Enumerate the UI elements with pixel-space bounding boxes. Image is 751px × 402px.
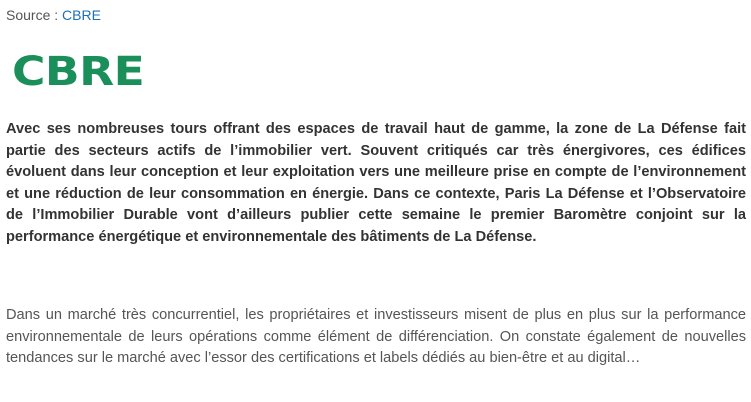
source-link[interactable]: CBRE (62, 7, 101, 23)
source-credit (6, 6, 101, 24)
cbre-logo: CBRE (12, 49, 145, 95)
lead-paragraph: Avec ses nombreuses tours offrant des espaces de travail haut de gamme, la zone de La Défense fait partie des secteurs actifs de l’immobilier vert. Souvent critiqués car très énergivores, ces édifices évoluent dans leur conception et leur exploitation vers une meilleure prise en compte de l’environnement et une réduction de leur consommation en énergie. Dans ce contexte, Paris La Défense et l’Observatoire de l’Immobilier Durable vont d’ailleurs publier cette semaine le premier Baromètre conjoint sur la performance énergétique et environnementale des bâtiments de La Défense. (6, 121, 746, 245)
source-label: Source : (6, 7, 59, 23)
body-paragraph: Dans un marché très concurrentiel, les propriétaires et investisseurs misent de plus en plus sur la performance environnementale de leurs opérations comme élément de différenciation. On constate également de nouvelles tendances sur le marché avec l’essor des certifications et labels dédiés au bien-être et au digital… (6, 307, 746, 366)
